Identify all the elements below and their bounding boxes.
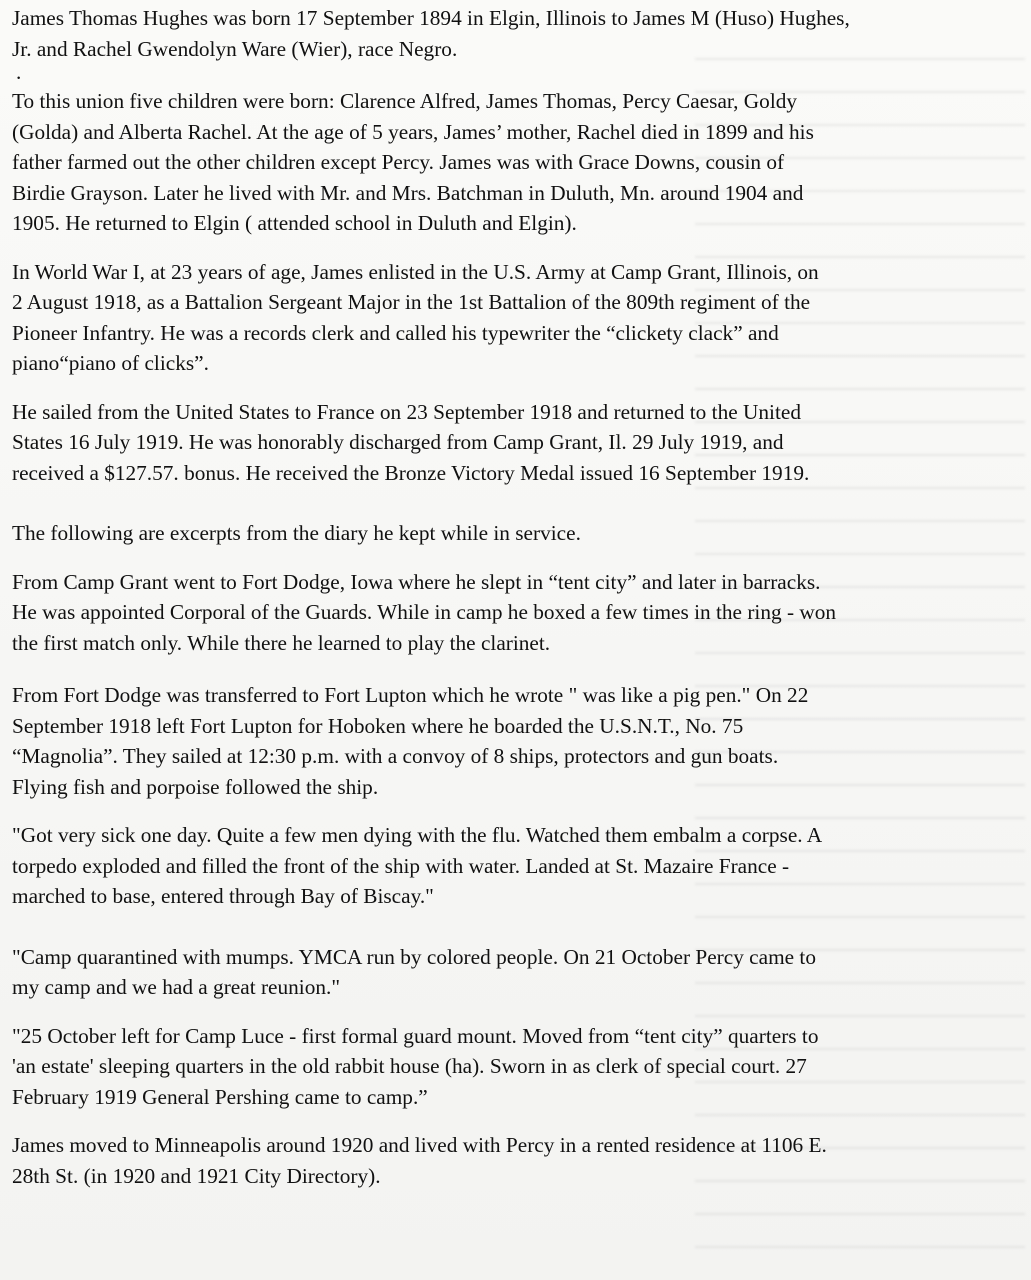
paragraph-camp-luce-quote: "25 October left for Camp Luce - first formal guard mount. Moved from “tent city” quarters to 'an estate' sleeping quarters in the old rabbit house (ha). Sworn in as clerk of special court. 27 February 1919 General Pershing came to camp.” (12, 1023, 819, 1109)
paragraph-fort-dodge: From Camp Grant went to Fort Dodge, Iowa where he slept in “tent city” and later in barracks. He was appointed Corporal of the Guards. While in camp he boxed a few times in the ring - won the first match only. While there he learned to play the clarinet. (12, 569, 837, 655)
paragraph-service: He sailed from the United States to France on 23 September 1918 and returned to the United States 16 July 1919. He was honorably discharged from Camp Grant, Il. 29 July 1919, and received a $127.57. bonus. He received the Bronze Victory Medal issued 16 September 1919. (12, 399, 810, 485)
paragraph-mumps-quote: "Camp quarantined with mumps. YMCA run by colored people. On 21 October Percy came to my camp and we had a great reunion." (12, 944, 816, 999)
paragraph-diary-intro: The following are excerpts from the diary he kept while in service. (12, 521, 581, 545)
paragraph-enlistment: In World War I, at 23 years of age, James enlisted in the U.S. Army at Camp Grant, Illinois, on 2 August 1918, as a Battalion Sergeant Major in the 1st Battalion of the 809th regiment of the Pioneer Infantry. He was a records clerk and called his typewriter the “clickety clack” and piano“piano of clicks”. (12, 259, 819, 375)
paragraph-birth: James Thomas Hughes was born 17 September 1894 in Elgin, Illinois to James M (Huso) Hughes, Jr. and Rachel Gwendolyn Ware (Wier), race Negro. (12, 6, 850, 61)
document-body (12, 3, 1024, 1191)
paragraph-fort-lupton: From Fort Dodge was transferred to Fort Lupton which he wrote " was like a pig pen." On 22 September 1918 left Fort Lupton for Hoboken where he boarded the U.S.N.T., No. 75 “Magnolia”. They sailed at 12:30 p.m. with a convoy of 8 ships, protectors and gun boats. Flying fish and porpoise followed the ship. (12, 683, 809, 799)
stray-mark: . (16, 60, 22, 84)
paragraph-sick-quote: "Got very sick one day. Quite a few men dying with the flu. Watched them embalm a corpse. A torpedo exploded and filled the front of the ship with water. Landed at St. Mazaire France - marched to base, entered through Bay of Biscay." (12, 823, 823, 908)
paragraph-minneapolis: James moved to Minneapolis around 1920 and lived with Percy in a rented residence at 1106 E. 28th St. (in 1920 and 1921 City Directory). (12, 1133, 827, 1188)
paragraph-children: To this union five children were born: Clarence Alfred, James Thomas, Percy Caesar, Goldy (Golda) and Alberta Rachel. At the age of 5 years, James’ mother, Rachel died in 1899 and his father farmed out the other children except Percy. James was with Grace Downs, cousin of Birdie Grayson. Later he lived with Mr. and Mrs. Batchman in Duluth, Mn. around 1904 and 1905. He returned to Elgin ( attended school in Duluth and Elgin). (12, 89, 814, 235)
